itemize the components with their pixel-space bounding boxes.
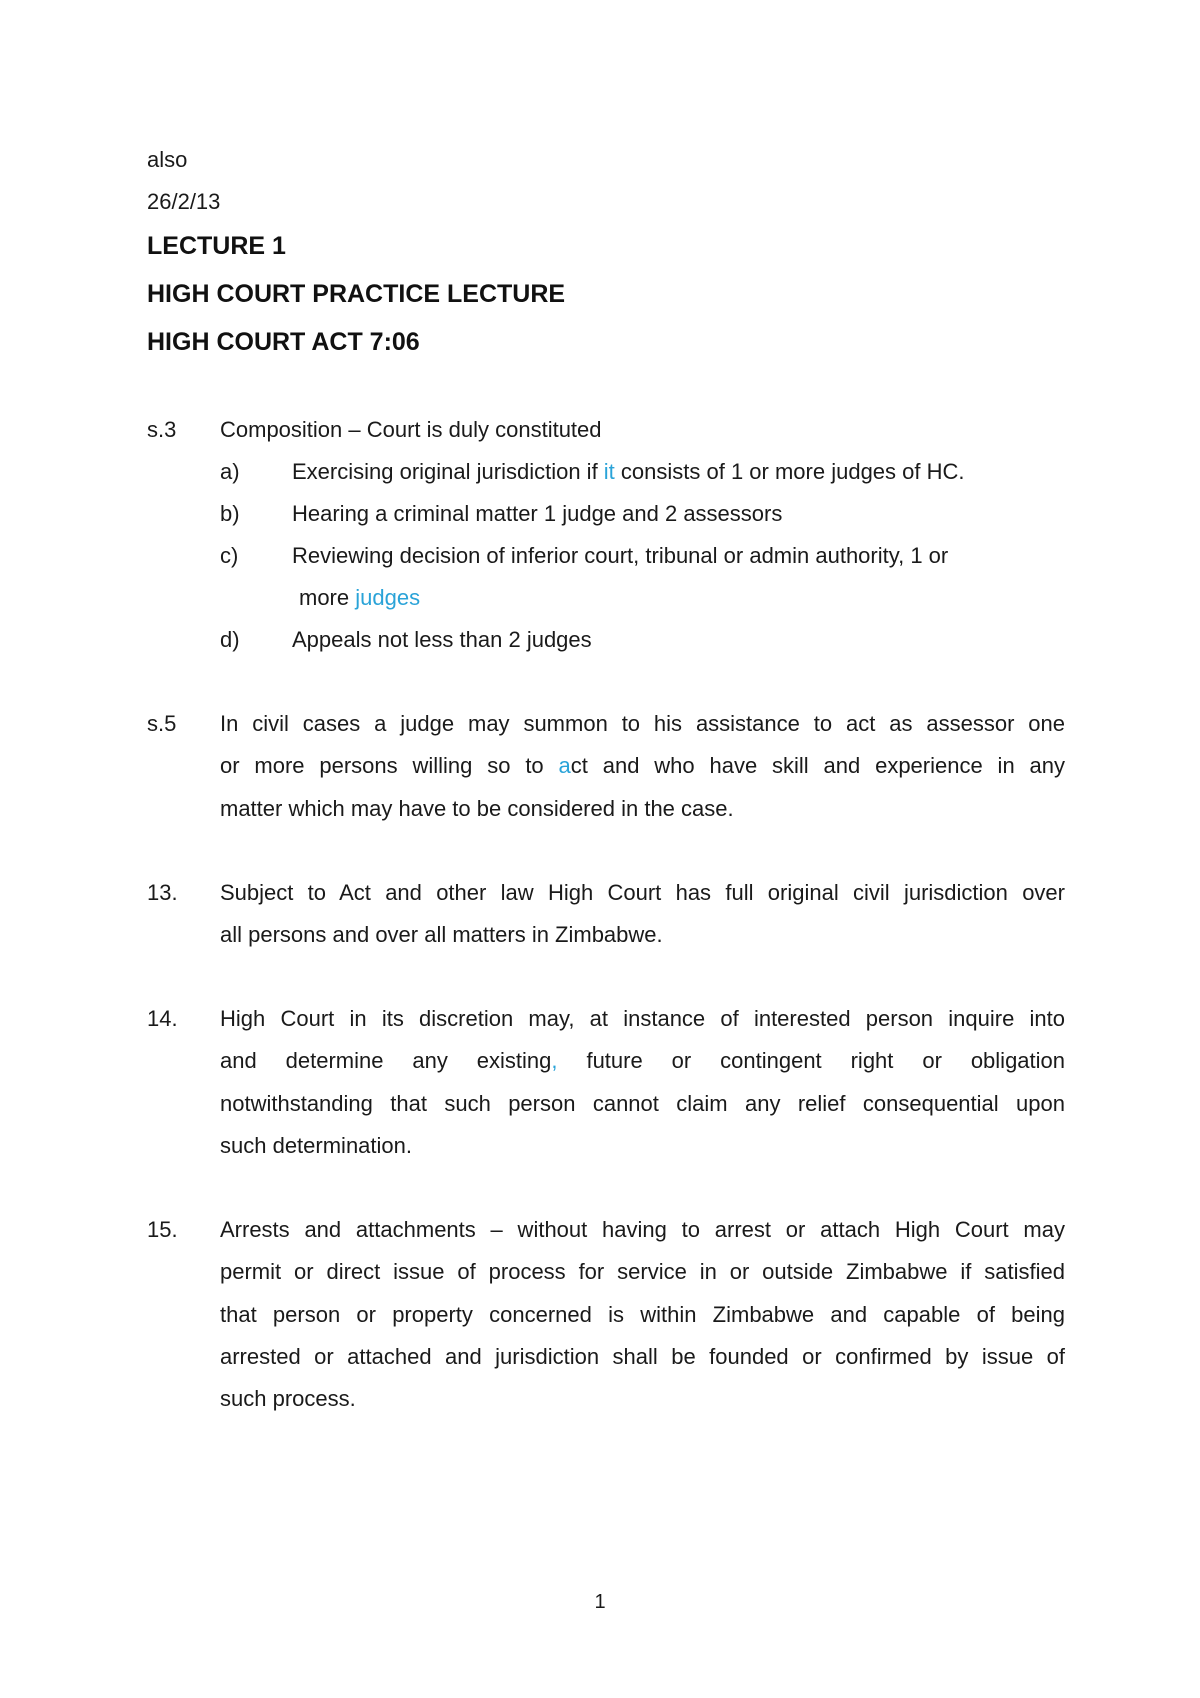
section-paragraph-14 xyxy=(220,998,1065,1167)
section-title-s3: Composition – Court is duly constituted xyxy=(220,417,602,442)
lecture-heading: LECTURE 1 xyxy=(147,232,286,260)
section-paragraph-15 xyxy=(220,1209,1065,1420)
highlighted-letter: a xyxy=(558,753,571,779)
section-number-s3: s.3 xyxy=(147,417,177,442)
item-label-b: b) xyxy=(220,501,240,526)
section-paragraph-s5 xyxy=(220,703,1065,830)
paragraph-line: all persons and over all matters in Zimbabwe. xyxy=(220,922,663,948)
course-heading: HIGH COURT PRACTICE LECTURE xyxy=(147,280,566,308)
section-paragraph-13 xyxy=(220,872,1065,957)
paragraph-line: High Court in its discretion may, at instance of interested person inquire into xyxy=(220,1006,1065,1031)
paragraph-line: arrested or attached and jurisdiction shall be founded or confirmed by issue of xyxy=(220,1343,1065,1369)
section-number-14: 14. xyxy=(147,1006,178,1031)
item-text-b: Hearing a criminal matter 1 judge and 2 assessors xyxy=(292,501,783,526)
paragraph-line: permit or direct issue of process for service in or outside Zimbabwe if satisfied xyxy=(220,1259,1065,1285)
header-note: also xyxy=(147,147,188,172)
section-number-15: 15. xyxy=(147,1217,178,1242)
highlighted-word: it xyxy=(603,459,615,484)
item-text-c: Reviewing decision of inferior court, tribunal or admin authority, 1 or xyxy=(292,543,949,568)
paragraph-line: matter which may have to be considered in the case. xyxy=(220,795,734,821)
item-text-c-continued: more judges xyxy=(299,585,421,610)
paragraph-line: such determination. xyxy=(220,1132,412,1158)
paragraph-line: and determine any existing, future or contingent right or obligation xyxy=(220,1048,1066,1074)
section-number-s5: s.5 xyxy=(147,711,177,736)
paragraph-line: such process. xyxy=(220,1386,356,1412)
section-number-13: 13. xyxy=(147,880,178,905)
item-label-a: a) xyxy=(220,459,240,484)
paragraph-line: that person or property concerned is within Zimbabwe and capable of being xyxy=(220,1301,1065,1327)
item-text-a: Exercising original jurisdiction if it consists of 1 or more judges of HC. xyxy=(292,459,965,484)
item-label-c: c) xyxy=(220,543,239,568)
highlighted-word: judges xyxy=(355,585,421,610)
paragraph-line: Subject to Act and other law High Court has full original civil jurisdiction over xyxy=(220,880,1065,905)
paragraph-line: In civil cases a judge may summon to his assistance to act as assessor one xyxy=(220,711,1065,736)
act-heading: HIGH COURT ACT 7:06 xyxy=(147,328,420,356)
item-text-d: Appeals not less than 2 judges xyxy=(292,627,592,652)
item-label-d: d) xyxy=(220,627,240,652)
paragraph-line: notwithstanding that such person cannot claim any relief consequential upon xyxy=(220,1090,1065,1116)
page-number: 1 xyxy=(594,1591,606,1613)
header-date: 26/2/13 xyxy=(147,189,221,214)
highlighted-comma: , xyxy=(551,1048,558,1074)
paragraph-line: or more persons willing so to act and who have skill and experience in any xyxy=(220,753,1065,779)
paragraph-line: Arrests and attachments – without having to arrest or attach High Court may xyxy=(220,1217,1065,1242)
